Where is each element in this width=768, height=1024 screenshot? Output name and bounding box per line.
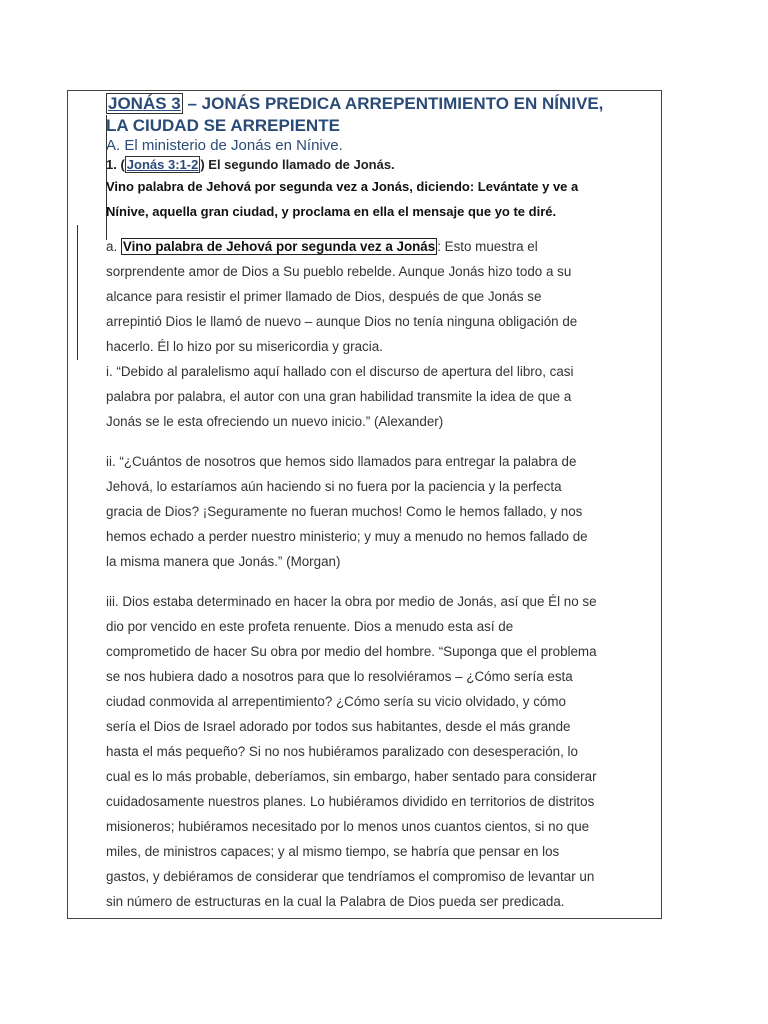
- page-title-line2: LA CIUDAD SE ARREPIENTE: [106, 116, 340, 135]
- paragraph-i: [106, 359, 658, 434]
- paragraph-a-prefix: a.: [106, 239, 121, 254]
- paragraph-a-line: sorprendente amor de Dios a Su pueblo rebelde. Aunque Jonás hizo todo a su: [106, 264, 572, 279]
- point-1-suffix: ) El segundo llamado de Jonás.: [200, 157, 395, 172]
- paragraph-a-text: : Esto muestra el: [437, 239, 538, 254]
- paragraph-ii-line: hemos echado a perder nuestro ministerio; y muy a menudo no hemos fallado de: [106, 529, 588, 544]
- paragraph-iii-line: misioneros; hubiéramos necesitado por lo menos unos cuantos cientos, si no que: [106, 819, 590, 834]
- revision-bar-mid: [77, 225, 78, 360]
- paragraph-iii-line: sería el Dios de Israel adorado por todos sus habitantes, desde el más grande: [106, 719, 571, 734]
- paragraph-iii-line: dio por vencido en este profeta renuente. Dios a menudo esta así de: [106, 619, 514, 634]
- point-1-prefix: 1. (: [106, 157, 125, 172]
- document-body: [106, 93, 658, 914]
- paragraph-iii-line: miles, de ministros capaces; y al mismo tiempo, se habría que pensar en los: [106, 844, 560, 859]
- paragraph-iii-line: sin número de estructuras en la cual la Palabra de Dios pueda ser predicada.: [106, 894, 565, 909]
- paragraph-a-line: [106, 234, 658, 259]
- paragraph-ii-line: la misma manera que Jonás.” (Morgan): [106, 554, 341, 569]
- title-reference-link[interactable]: JONÁS 3: [108, 94, 181, 113]
- paragraph-ii: [106, 449, 658, 574]
- highlighted-quote: Vino palabra de Jehová por segunda vez a Jonás: [122, 239, 436, 254]
- paragraph-iii-line: ciudad conmovida al arrepentimiento? ¿Cómo sería su vicio olvidado, y cómo: [106, 694, 566, 709]
- paragraph-ii-line: ii. “¿Cuántos de nosotros que hemos sido llamados para entregar la palabra de: [106, 454, 577, 469]
- paragraph-ii-line: gracia de Dios? ¡Seguramente no fueran muchos! Como le hemos fallado, y nos: [106, 504, 583, 519]
- paragraph-iii-line: cual es lo más probable, deberíamos, sin embargo, haber sentado para considerar: [106, 769, 597, 784]
- paragraph-ii-line: Jehová, lo estaríamos aún haciendo si no fuera por la paciencia y la perfecta: [106, 479, 562, 494]
- page-title: [106, 93, 658, 115]
- verse-line-2: Nínive, aquella gran ciudad, y proclama en ella el mensaje que yo te diré.: [106, 204, 557, 219]
- paragraph-a-line: arrepintió Dios le llamó de nuevo – aunque Dios no tenía ninguna obligación de: [106, 314, 578, 329]
- paragraph-a-line: alcance para resistir el primer llamado de Dios, después de que Jonás se: [106, 289, 542, 304]
- verse-line-1: Vino palabra de Jehová por segunda vez a Jonás, diciendo: Levántate y ve a: [106, 179, 579, 194]
- paragraph-iii-line: iii. Dios estaba determinado en hacer la obra por medio de Jonás, así que Él no se: [106, 594, 597, 609]
- title-text: – JONÁS PREDICA ARREPENTIMIENTO EN NÍNIVE,: [182, 94, 604, 113]
- paragraph-i-line: palabra por palabra, el autor con una gran habilidad transmite la idea de que a: [106, 389, 572, 404]
- paragraph-iii-line: cuidadosamente nuestros planes. Lo hubiéramos dividido en territorios de distritos: [106, 794, 595, 809]
- paragraph-iii: [106, 589, 658, 914]
- paragraph-iii-line: hasta el más pequeño? Si no nos hubiéramos paralizado con desesperación, lo: [106, 744, 578, 759]
- scripture-link[interactable]: Jonás 3:1-2: [126, 157, 199, 172]
- paragraph-i-line: Jonás se le esta ofreciendo un nuevo inicio.” (Alexander): [106, 414, 444, 429]
- paragraph-a: [106, 234, 658, 359]
- section-heading-a: A. El ministerio de Jonás en Nínive.: [106, 137, 343, 154]
- point-1-heading: [106, 155, 658, 174]
- paragraph-iii-line: gastos, y debiéramos de considerar que tendríamos el compromiso de levantar un: [106, 869, 595, 884]
- paragraph-i-line: i. “Debido al paralelismo aquí hallado con el discurso de apertura del libro, casi: [106, 364, 574, 379]
- paragraph-a-line: hacerlo. Él lo hizo por su misericordia y gracia.: [106, 339, 383, 354]
- paragraph-iii-line: comprometido de hacer Su obra por medio del hombre. “Suponga que el problema: [106, 644, 597, 659]
- paragraph-iii-line: se nos hubiera dado a nosotros para que lo resolviéramos – ¿Cómo sería esta: [106, 669, 573, 684]
